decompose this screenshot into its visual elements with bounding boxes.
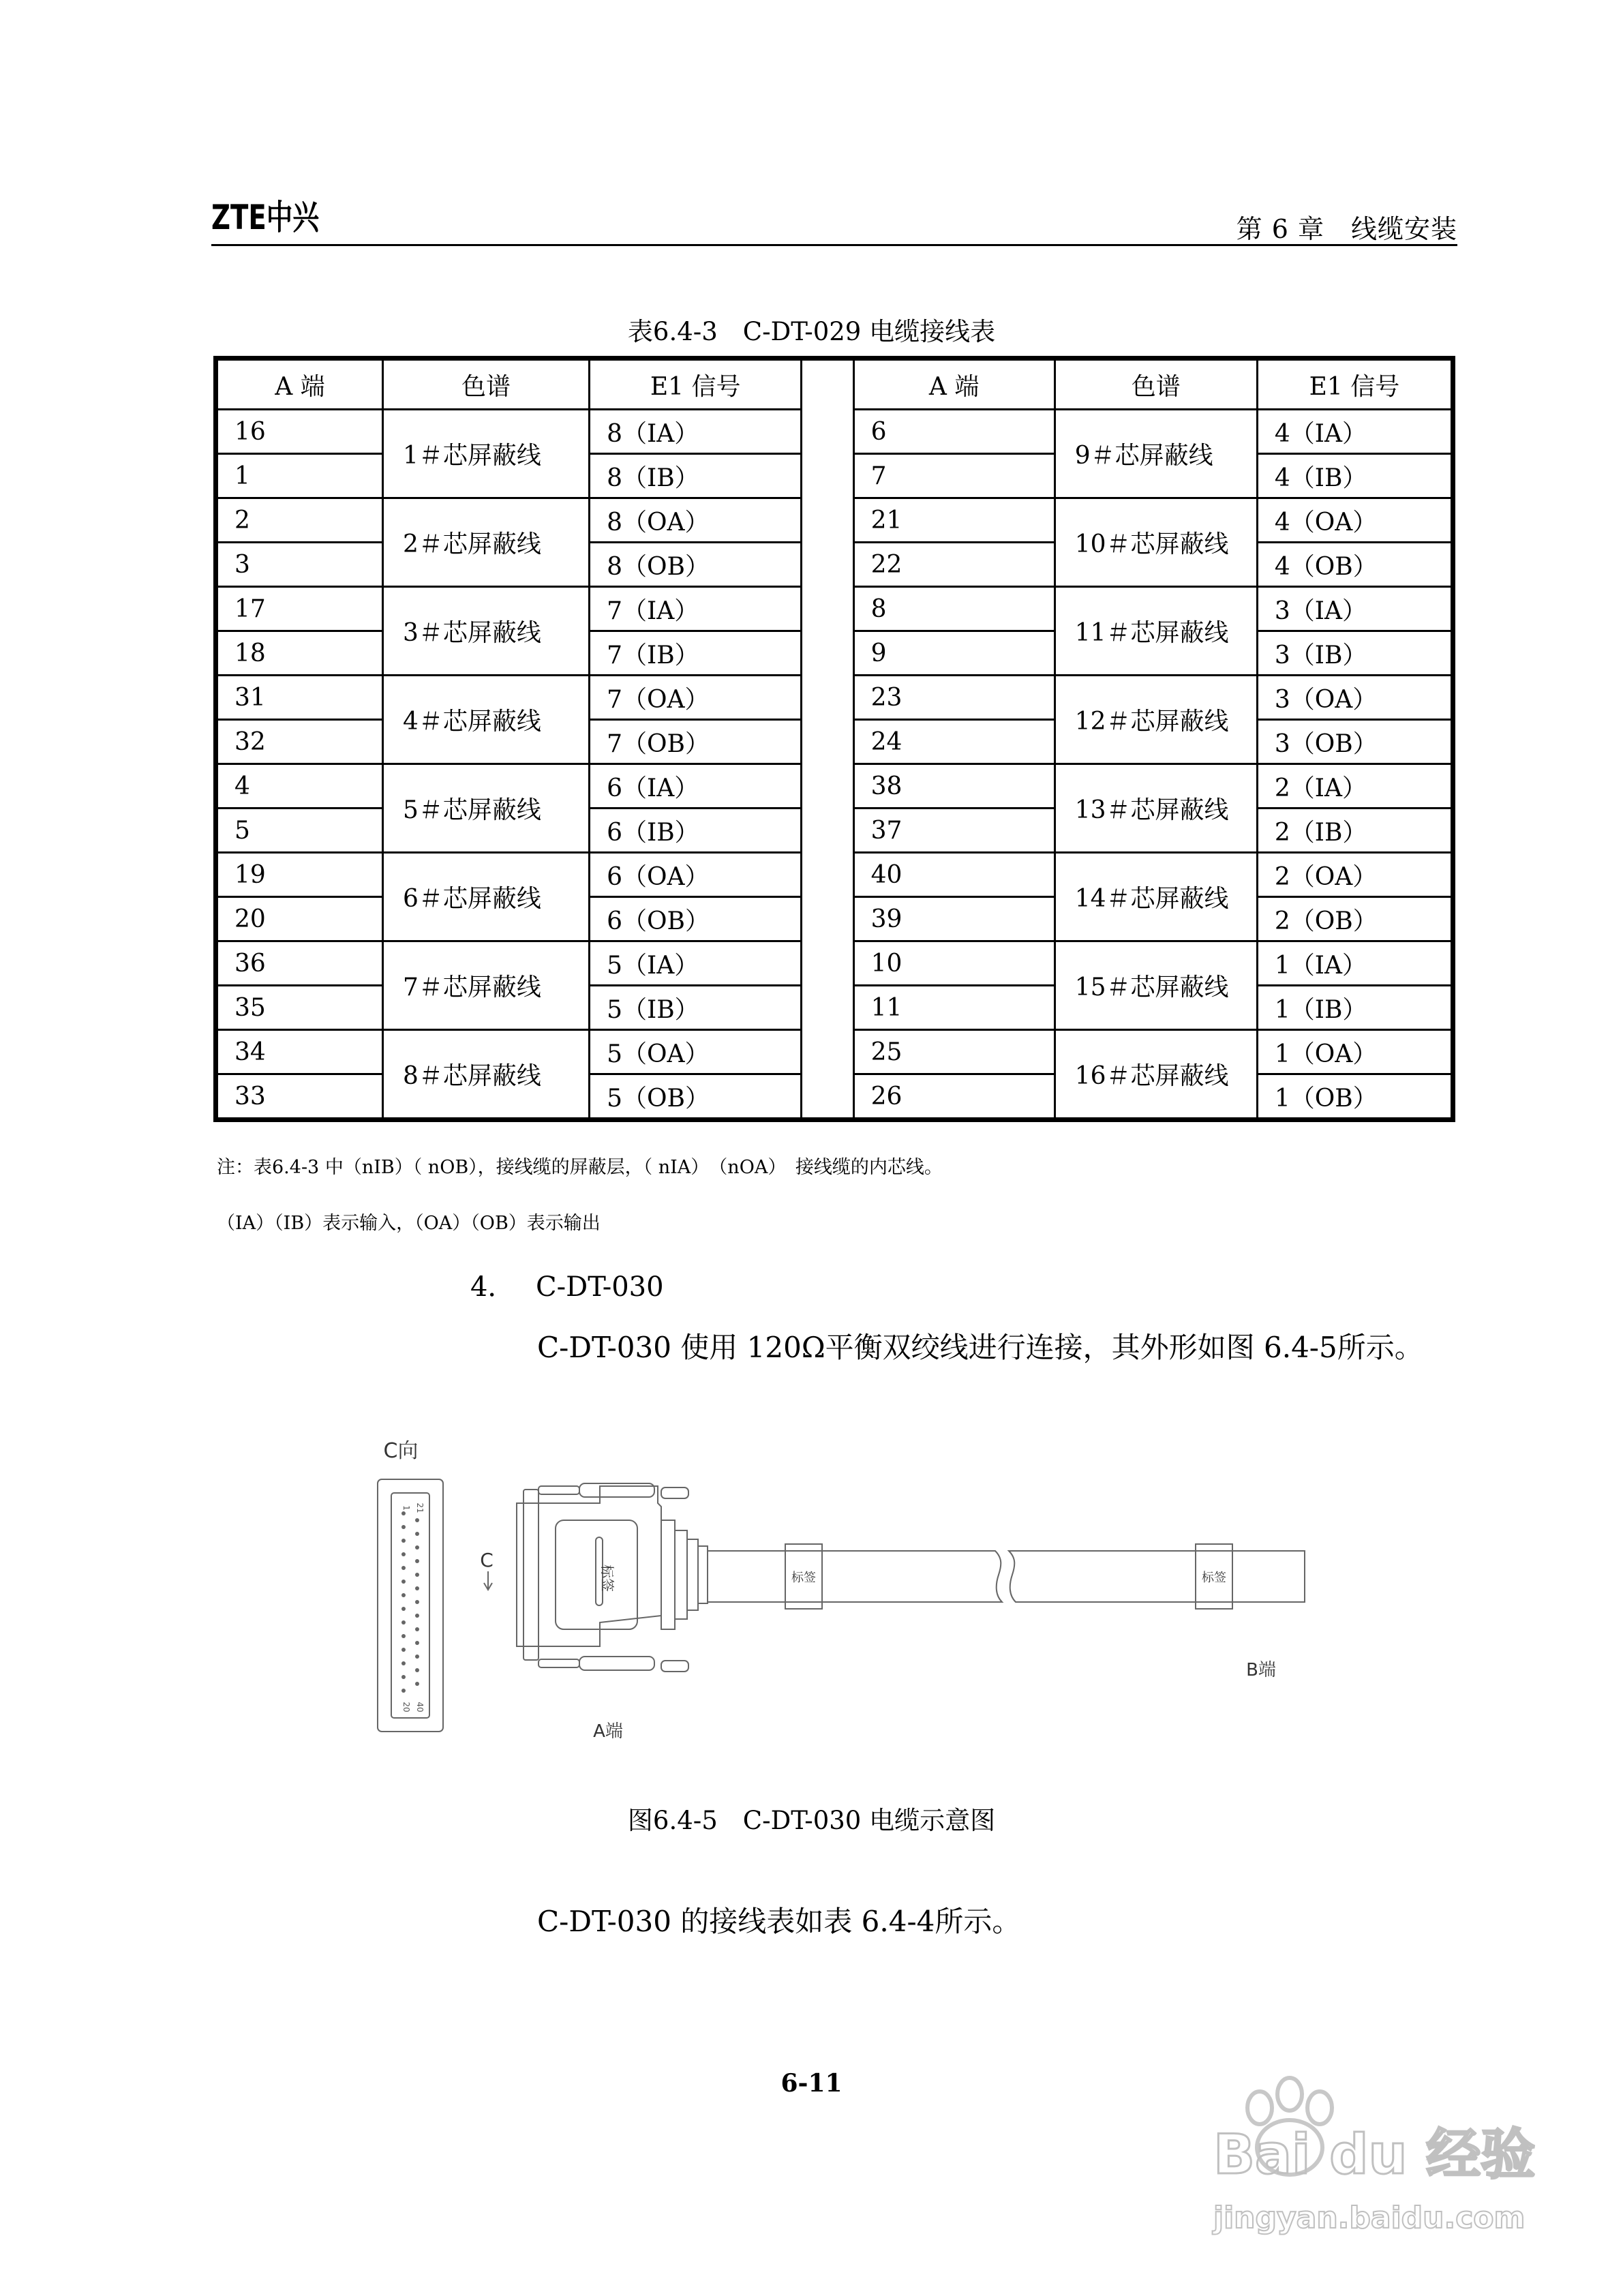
table-body: [216, 359, 1453, 1120]
connector-face: [378, 1479, 443, 1732]
cell-e1-signal: 5（IB）: [590, 986, 802, 1030]
cell-e1-signal-right: 2（OB）: [1257, 897, 1453, 941]
pin-label-1: 1: [401, 1505, 411, 1511]
cell-e1-signal: 6（IB）: [590, 809, 802, 853]
cell-a-end: 32: [216, 720, 383, 764]
cell-a-end-right: 25: [853, 1030, 1055, 1074]
header-a-end: A 端: [216, 359, 383, 410]
label-c-direction: C向: [383, 1439, 419, 1463]
header-a-end-right: A 端: [853, 359, 1055, 410]
cell-color-code: 6＃芯屏蔽线: [382, 853, 589, 941]
wiring-table: [213, 356, 1455, 1122]
header-color-code-right: 色谱: [1055, 359, 1257, 410]
cell-color-code: 7＃芯屏蔽线: [382, 941, 589, 1030]
cell-e1-signal: 5（IA）: [590, 941, 802, 986]
cell-a-end-right: 22: [853, 543, 1055, 587]
cell-a-end-right: 6: [853, 410, 1055, 454]
cell-e1-signal: 7（OB）: [590, 720, 802, 764]
cell-e1-signal-right: 2（IA）: [1257, 764, 1453, 809]
cable-tag-2-label: 标签: [1202, 1571, 1226, 1585]
cell-a-end-right: 26: [853, 1074, 1055, 1120]
cell-a-end: 33: [216, 1074, 383, 1120]
cell-color-code-right: 11＃芯屏蔽线: [1055, 587, 1257, 676]
cell-e1-signal: 8（IB）: [590, 454, 802, 498]
cell-color-code: 5＃芯屏蔽线: [382, 764, 589, 853]
cell-e1-signal-right: 1（OB）: [1257, 1074, 1453, 1120]
cell-color-code: 3＃芯屏蔽线: [382, 587, 589, 676]
paragraph-table-ref: C-DT-030 的接线表如表 6.4-4所示。: [537, 1905, 1021, 1938]
cell-color-code-right: 13＃芯屏蔽线: [1055, 764, 1257, 853]
cell-e1-signal-right: 3（OB）: [1257, 720, 1453, 764]
cell-color-code-right: 16＃芯屏蔽线: [1055, 1030, 1257, 1120]
baidu-jingyan-watermark: [1132, 2045, 1541, 2250]
cell-e1-signal: 6（OB）: [590, 897, 802, 941]
cell-a-end: 5: [216, 809, 383, 853]
cell-a-end: 4: [216, 764, 383, 809]
cell-a-end-right: 7: [853, 454, 1055, 498]
cell-a-end-right: 24: [853, 720, 1055, 764]
cell-a-end-right: 10: [853, 941, 1055, 986]
cell-a-end-right: 9: [853, 631, 1055, 676]
cell-a-end-right: 39: [853, 897, 1055, 941]
cable-diagram: [368, 1418, 1322, 1772]
pin-label-21: 21: [415, 1502, 425, 1513]
cell-a-end-right: 37: [853, 809, 1055, 853]
cell-e1-signal: 8（OA）: [590, 498, 802, 543]
cell-a-end-right: 21: [853, 498, 1055, 543]
cell-e1-signal: 7（OA）: [590, 676, 802, 720]
item-number: 4．: [470, 1271, 515, 1303]
label-c: C: [480, 1549, 494, 1571]
table-note-2: （IA）（IB）表示输入，（OA）（OB）表示输出: [217, 1213, 601, 1234]
header-e1-signal: E1 信号: [590, 359, 802, 410]
cell-color-code: 8＃芯屏蔽线: [382, 1030, 589, 1120]
pin-label-20: 20: [401, 1702, 411, 1712]
cell-color-code-right: 9＃芯屏蔽线: [1055, 410, 1257, 498]
section-item-4: [470, 1265, 664, 1304]
watermark-brand: Bai du 经验: [1213, 2123, 1536, 2186]
cell-e1-signal: 5（OB）: [590, 1074, 802, 1120]
cell-color-code: 2＃芯屏蔽线: [382, 498, 589, 587]
cell-a-end: 20: [216, 897, 383, 941]
zte-logo: [211, 196, 320, 237]
cell-e1-signal-right: 1（IB）: [1257, 986, 1453, 1030]
cell-e1-signal: 7（IA）: [590, 587, 802, 631]
figure-caption: 图6.4-5 C-DT-030 电缆示意图: [627, 1806, 996, 1835]
cell-a-end: 31: [216, 676, 383, 720]
table-note-1: 注：表6.4-3 中（nIB）（ nOB），接线缆的屏蔽层，（ nIA） （nOA） 接线缆的内芯线。: [217, 1157, 943, 1178]
cell-color-code-right: 10＃芯屏蔽线: [1055, 498, 1257, 587]
item-title: C-DT-030: [536, 1271, 664, 1303]
cell-a-end: 34: [216, 1030, 383, 1074]
cell-a-end-right: 23: [853, 676, 1055, 720]
watermark-url: jingyan.baidu.com: [1213, 2201, 1526, 2235]
paragraph-intro: C-DT-030 使用 120Ω平衡双绞线进行连接，其外形如图 6.4-5所示。: [537, 1331, 1423, 1364]
cell-a-end: 3: [216, 543, 383, 587]
table-gap-column: [802, 359, 853, 1120]
chapter-title: 第 6 章 线缆安装: [1236, 214, 1457, 244]
cable-tag-1-label: 标签: [791, 1571, 816, 1585]
cell-e1-signal-right: 3（OA）: [1257, 676, 1453, 720]
connector-tag-label: 标签: [599, 1565, 616, 1592]
cell-a-end: 16: [216, 410, 383, 454]
cell-color-code: 1＃芯屏蔽线: [382, 410, 589, 498]
cell-e1-signal-right: 3（IA）: [1257, 587, 1453, 631]
cell-e1-signal-right: 1（IA）: [1257, 941, 1453, 986]
table-caption: 表6.4-3 C-DT-029 电缆接线表: [627, 317, 996, 346]
cell-e1-signal-right: 3（IB）: [1257, 631, 1453, 676]
cell-color-code-right: 14＃芯屏蔽线: [1055, 853, 1257, 941]
cell-a-end: 18: [216, 631, 383, 676]
svg-text:ZTE中兴: ZTE中兴: [211, 198, 320, 237]
cell-e1-signal-right: 4（IA）: [1257, 410, 1453, 454]
page-number: 6-11: [780, 2069, 843, 2098]
cell-e1-signal-right: 2（IB）: [1257, 809, 1453, 853]
label-a-end: A端: [593, 1721, 623, 1742]
cell-a-end: 35: [216, 986, 383, 1030]
label-b-end: B端: [1246, 1660, 1276, 1680]
cell-a-end-right: 38: [853, 764, 1055, 809]
cell-e1-signal: 7（IB）: [590, 631, 802, 676]
cell-a-end: 36: [216, 941, 383, 986]
cell-a-end-right: 40: [853, 853, 1055, 897]
cell-a-end: 1: [216, 454, 383, 498]
cell-e1-signal-right: 4（IB）: [1257, 454, 1453, 498]
cell-e1-signal-right: 1（OA）: [1257, 1030, 1453, 1074]
cell-e1-signal-right: 4（OA）: [1257, 498, 1453, 543]
cell-a-end: 2: [216, 498, 383, 543]
strain-relief: [661, 1520, 708, 1629]
cell-color-code-right: 12＃芯屏蔽线: [1055, 676, 1257, 764]
cell-e1-signal: 8（IA）: [590, 410, 802, 454]
cell-a-end: 17: [216, 587, 383, 631]
pin-array: [401, 1511, 419, 1693]
cell-a-end: 19: [216, 853, 383, 897]
cell-e1-signal: 6（IA）: [590, 764, 802, 809]
cell-e1-signal: 5（OA）: [590, 1030, 802, 1074]
header-e1-signal-right: E1 信号: [1257, 359, 1453, 410]
cell-a-end-right: 8: [853, 587, 1055, 631]
cell-color-code-right: 15＃芯屏蔽线: [1055, 941, 1257, 1030]
cell-e1-signal: 6（OA）: [590, 853, 802, 897]
table-header-row: [216, 359, 1453, 410]
cell-color-code: 4＃芯屏蔽线: [382, 676, 589, 764]
cell-a-end-right: 11: [853, 986, 1055, 1030]
cell-e1-signal: 8（OB）: [590, 543, 802, 587]
header-color-code: 色谱: [382, 359, 589, 410]
cell-e1-signal-right: 2（OA）: [1257, 853, 1453, 897]
header-divider: [211, 244, 1457, 246]
cell-e1-signal-right: 4（OB）: [1257, 543, 1453, 587]
pin-label-40: 40: [415, 1702, 425, 1712]
